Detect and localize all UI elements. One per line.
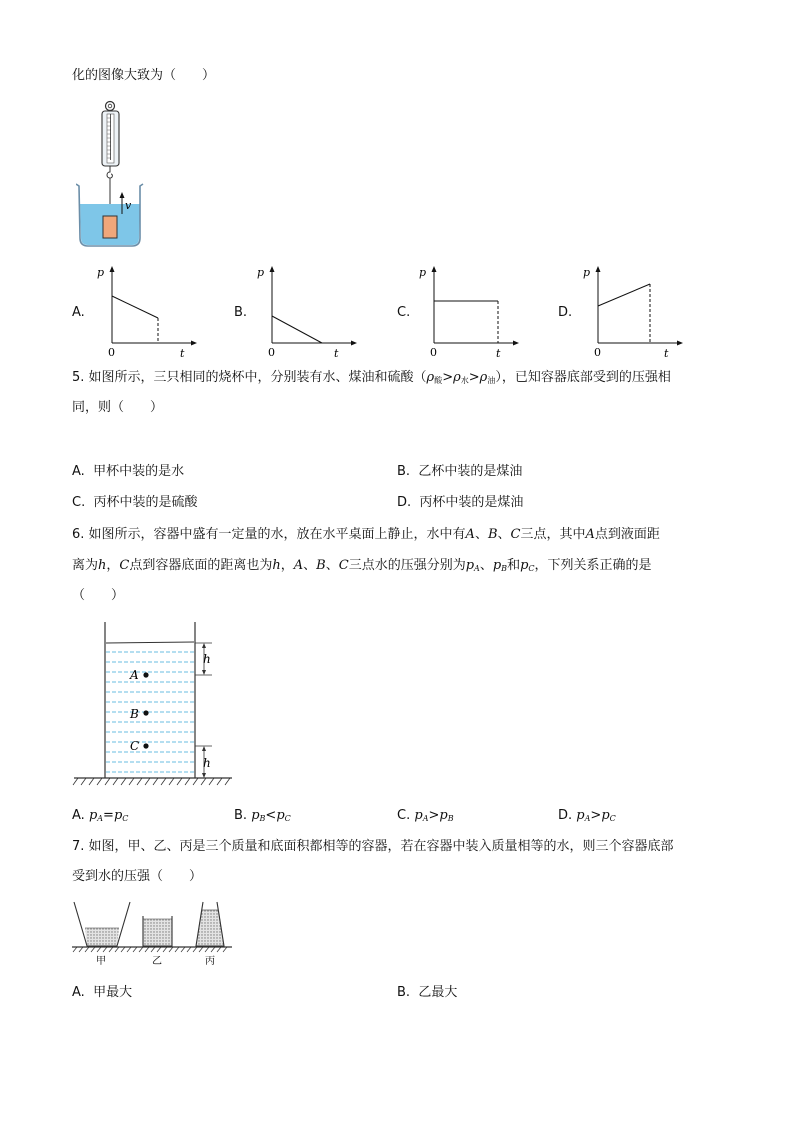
q4-graph-a[interactable] bbox=[94, 262, 204, 360]
graph-b-origin: 0 bbox=[268, 346, 275, 359]
q4-graph-b[interactable] bbox=[254, 262, 364, 360]
q4-graph-c[interactable] bbox=[416, 262, 526, 360]
q6-stem-line3: （ ） bbox=[72, 588, 125, 603]
h-bottom-label: h bbox=[203, 756, 211, 770]
q6-stem-line1: 6. 如图所示，容器中盛有一定量的水，放在水平桌面上静止，水中有A、B、C三点，其中A点到液面距 bbox=[72, 527, 660, 542]
q4-spring-scale-figure bbox=[76, 98, 148, 250]
graph-c-origin: 0 bbox=[430, 346, 437, 359]
q5-stem-line1: 5. 如图所示，三只相同的烧杯中，分别装有水、煤油和硫酸$(\rho_酸>\rho_水>\rho_油)$，已知容器底部受到的压强相 bbox=[72, 370, 671, 385]
q5-stem-line2: 同，则（ ） bbox=[72, 400, 164, 415]
q6-option-d[interactable]: D. $p_A>p_C$ bbox=[558, 808, 616, 823]
container-bing-label: 丙 bbox=[205, 956, 215, 967]
velocity-label: v bbox=[125, 199, 132, 212]
q4-option-c-label[interactable]: C. bbox=[397, 305, 411, 320]
q7-containers-figure bbox=[72, 898, 237, 968]
graph-d-origin: 0 bbox=[594, 346, 601, 359]
q5-option-c[interactable]: C. 丙杯中装的是硫酸 bbox=[72, 495, 198, 510]
q6-option-b[interactable]: B. $p_B<p_C$ bbox=[234, 808, 291, 823]
q6-option-c[interactable]: C. $p_A>p_B$ bbox=[397, 808, 454, 823]
q6-stem-line2: 离为h，C点到容器底面的距离也为h，A、B、C三点水的压强分别为$p_A$、$p_B$和$p_C$，下列关系正确的是 bbox=[72, 558, 652, 573]
point-a-label: A bbox=[130, 668, 139, 682]
graph-c-x-label: t bbox=[496, 347, 501, 360]
q5-option-d[interactable]: D. 丙杯中装的是煤油 bbox=[397, 495, 524, 510]
q6-container-figure bbox=[72, 618, 237, 793]
point-c-label: C bbox=[130, 739, 140, 753]
container-jia-label: 甲 bbox=[96, 956, 106, 967]
q7-option-a[interactable]: A. 甲最大 bbox=[72, 985, 133, 1000]
q7-stem-line2: 受到水的压强（ ） bbox=[72, 869, 203, 884]
graph-b-y-label: p bbox=[257, 266, 265, 279]
container-yi-label: 乙 bbox=[152, 956, 162, 967]
graph-a-x-label: t bbox=[180, 347, 185, 360]
h-top-label: h bbox=[203, 652, 211, 666]
point-c-dot bbox=[143, 743, 148, 748]
graph-d-y-label: p bbox=[583, 266, 591, 279]
q4-option-d-label[interactable]: D. bbox=[558, 305, 573, 320]
graph-b-x-label: t bbox=[334, 347, 339, 360]
q4-option-b-label[interactable]: B. bbox=[234, 305, 248, 320]
q4-stem-tail: 化的图像大致为（ ） bbox=[72, 68, 216, 83]
graph-c-y-label: p bbox=[419, 266, 427, 279]
q4-option-a-label[interactable]: A. bbox=[72, 305, 85, 320]
point-a-dot bbox=[143, 672, 148, 677]
q5-option-a[interactable]: A. 甲杯中装的是水 bbox=[72, 464, 185, 479]
point-b-dot bbox=[143, 710, 148, 715]
graph-a-origin: 0 bbox=[108, 346, 115, 359]
q4-graph-d[interactable] bbox=[580, 262, 690, 360]
q5-option-b[interactable]: B. 乙杯中装的是煤油 bbox=[397, 464, 523, 479]
q7-stem-line1: 7. 如图，甲、乙、丙是三个质量和底面积都相等的容器，若在容器中装入质量相等的水，则三个容器底部 bbox=[72, 839, 674, 854]
q6-option-a[interactable]: A. $p_A=p_C$ bbox=[72, 808, 129, 823]
point-b-label: B bbox=[130, 707, 139, 721]
graph-d-x-label: t bbox=[664, 347, 669, 360]
q7-option-b[interactable]: B. 乙最大 bbox=[397, 985, 458, 1000]
graph-a-y-label: p bbox=[97, 266, 105, 279]
